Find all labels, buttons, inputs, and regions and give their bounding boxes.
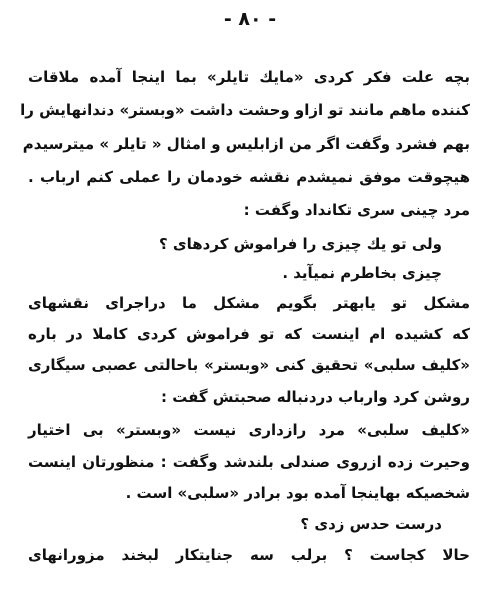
text-line-16: حالا کجاست ؟ برلب سه جنایتکار لبخند مزورانهای xyxy=(28,546,470,564)
text-line-8: مشکل تو یابهتر بگویم مشکل ما دراجرای نقشهای xyxy=(28,294,470,312)
page-number: - ۸۰ - xyxy=(223,8,277,30)
text-line-13: وحیرت زده ازروی صندلی بلندشد وگفت : منظورتان اینست xyxy=(28,453,470,471)
text-line-6: ولی تو یك چیزی را فراموش کردهای ؟ xyxy=(158,235,442,253)
text-line-4: هیچوقت موفق نمیشدم نقشه خودمان را عملی کنم ارباب . xyxy=(28,168,470,186)
text-line-9: که کشیده ام اینست که تو فراموش کردی کاملا در باره xyxy=(28,325,470,343)
text-line-5: مرد چینی سری تکانداد وگفت : xyxy=(243,201,470,219)
text-line-3: بهم فشرد وگفت اگر من ازابلیس و امثال « تایلر » میترسیدم xyxy=(22,135,470,153)
text-line-2: کننده ماهم مانند تو ازاو وحشت داشت «وبستر» دندانهایش را xyxy=(20,101,470,119)
text-line-12: «کلیف سلبی» مرد رازداری نیست «وبستر» بی اختیار xyxy=(28,421,470,439)
text-line-7: چیزی بخاطرم نمیآید . xyxy=(282,264,442,282)
text-line-11: روشن کرد وارباب دردنباله صحبتش گفت : xyxy=(160,388,470,406)
text-line-1: بچه علت فکر کردی «مایك تایلر» بما اینجا آمده ملاقات xyxy=(28,68,470,86)
text-line-14: شخصیکه بهاینجا آمده بود برادر «سلبی» است . xyxy=(125,484,470,502)
text-line-10: «کلیف سلبی» تحقیق کنی «وبستر» باحالتی عصبی سیگاری xyxy=(28,356,470,374)
text-line-15: درست حدس زدی ؟ xyxy=(300,515,442,533)
